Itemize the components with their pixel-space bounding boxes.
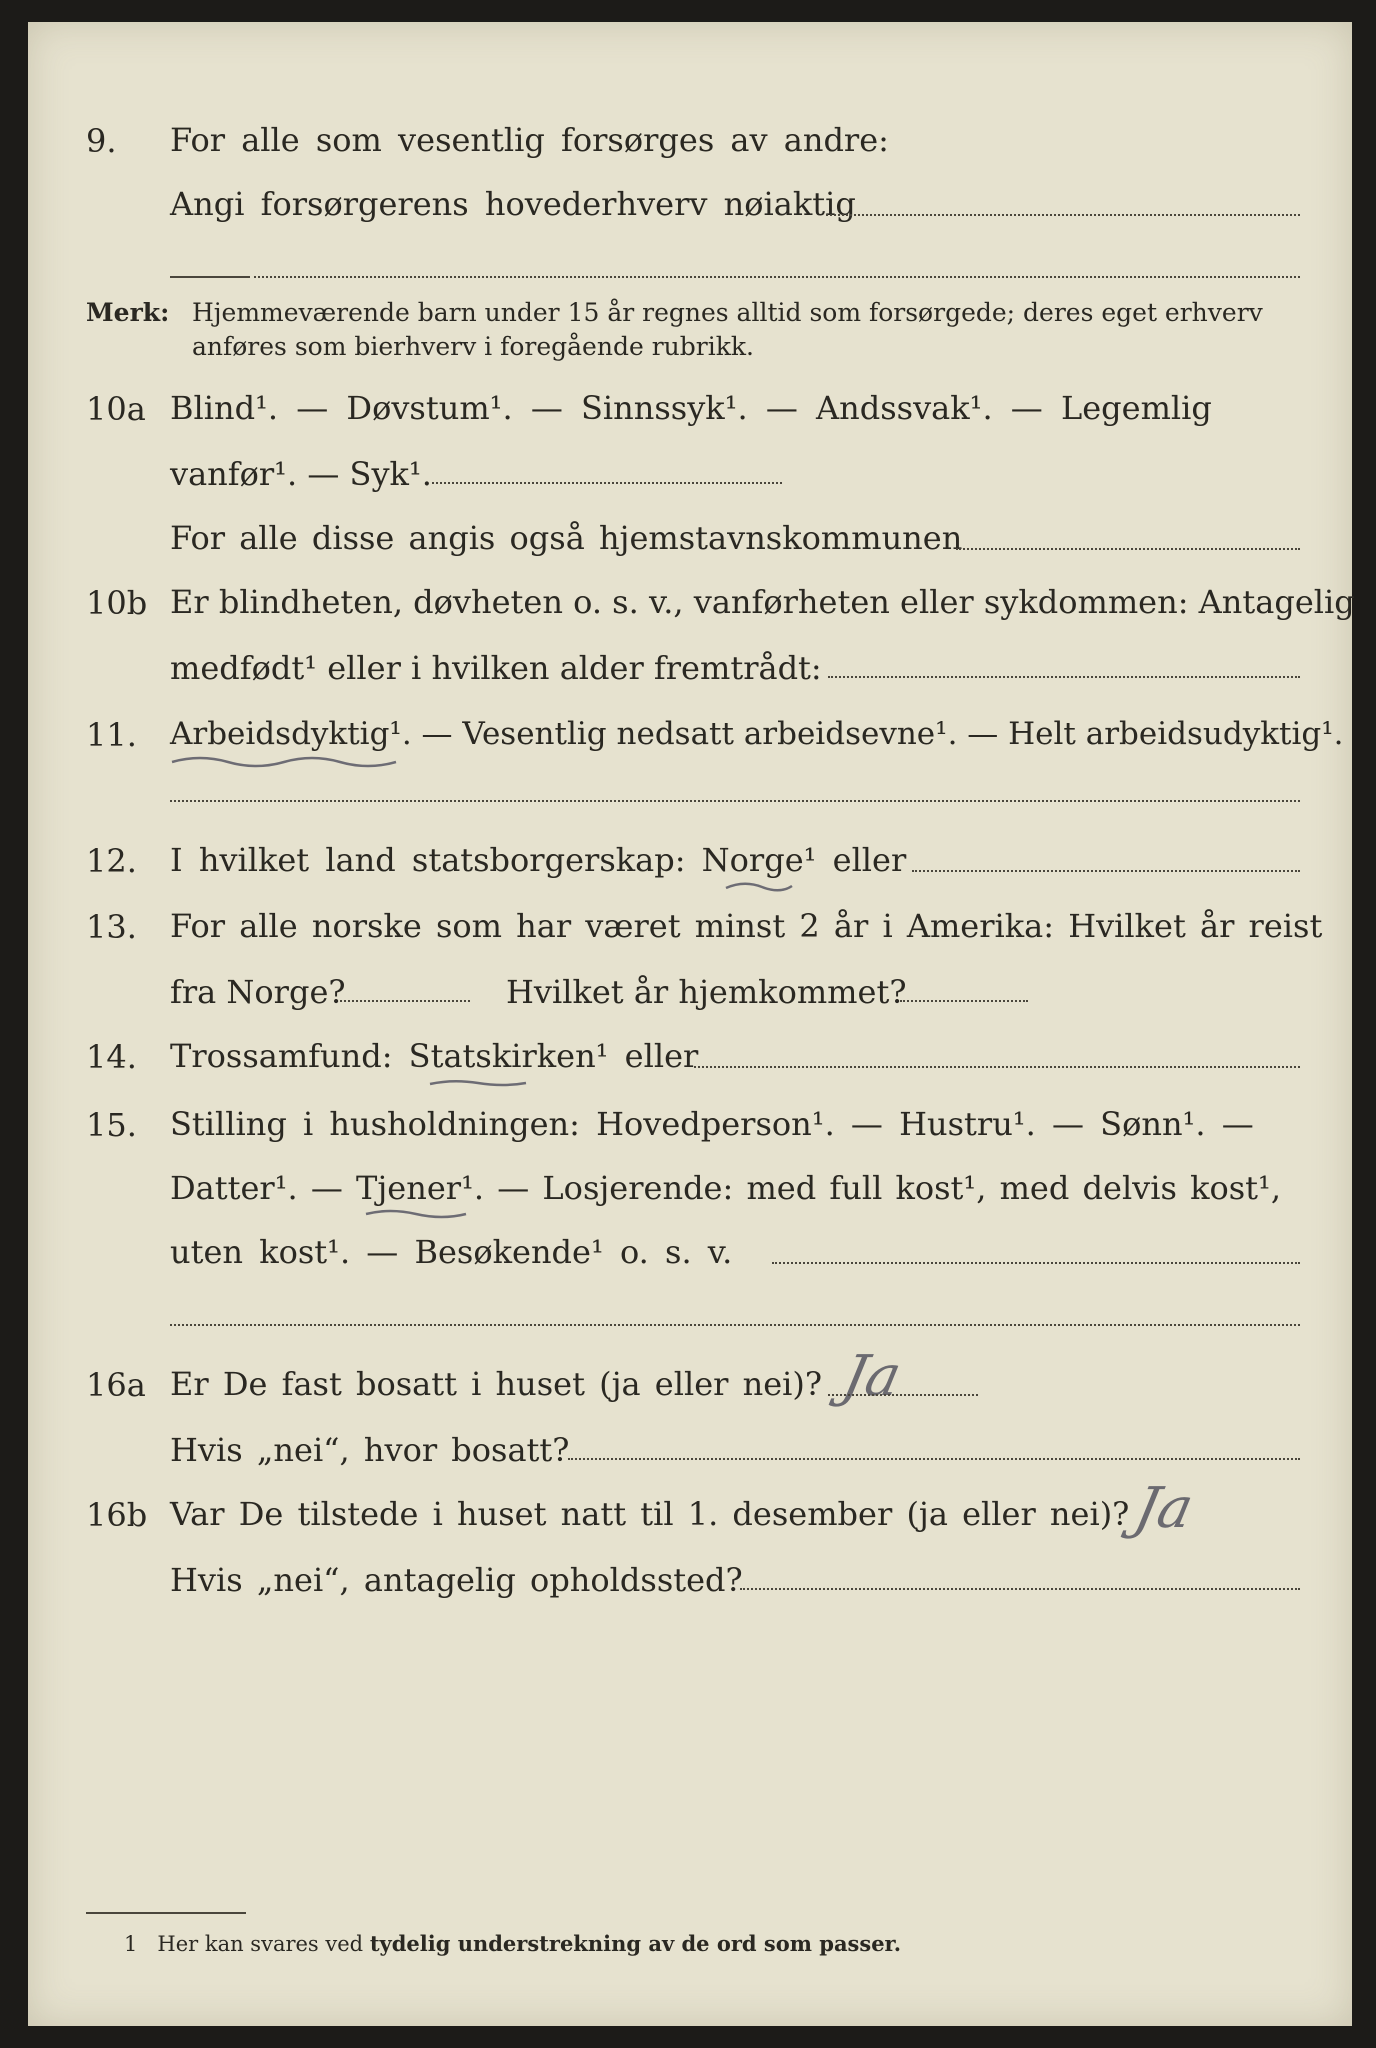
q14-handwritten-underline	[428, 1076, 528, 1090]
footnote-rule	[86, 1912, 246, 1914]
q10a-hjemstavn-answer-line[interactable]	[956, 548, 1300, 550]
q15-line3: uten kost¹. — Besøkende¹ o. s. v.	[170, 1233, 733, 1271]
q11-number: 11.	[86, 716, 137, 754]
q9-answer-line-2[interactable]	[254, 276, 1300, 278]
q12-number: 12.	[86, 842, 137, 880]
q13-reist-answer-line[interactable]	[340, 1000, 470, 1002]
q10a-syk-answer-line[interactable]	[432, 482, 782, 484]
q10b-answer-line[interactable]	[828, 676, 1300, 678]
q10a-line1: Blind¹. — Døvstum¹. — Sinnssyk¹. — Andssvak¹. — Legemlig	[170, 389, 1212, 427]
q10b-line2: medfødt¹ eller i hvilken alder fremtrådt:	[170, 649, 822, 687]
census-form-page	[28, 22, 1355, 2026]
q11-answer-line[interactable]	[170, 800, 1300, 802]
q15-number: 15.	[86, 1106, 137, 1144]
q13-number: 13.	[86, 908, 137, 946]
q15-line2: Datter¹. — Tjener¹. — Losjerende: med full kost¹, med delvis kost¹,	[170, 1169, 1282, 1207]
q15-line1: Stilling i husholdningen: Hovedperson¹. — Hustru¹. — Sønn¹. —	[170, 1105, 1254, 1143]
q9-short-rule	[170, 276, 250, 278]
q15-answer-line[interactable]	[772, 1262, 1300, 1264]
q16b-opholdssted-answer-line[interactable]	[740, 1588, 1300, 1590]
q16a-number: 16a	[86, 1366, 146, 1404]
q13-hjemkommet-answer-line[interactable]	[900, 1000, 1028, 1002]
q16a-bosatt-answer-line[interactable]	[568, 1458, 1300, 1460]
footnote-text-b: tydelig understrekning av de ord som passer.	[369, 1931, 902, 1956]
q13-line2b: Hvilket år hjemkommet?	[506, 973, 907, 1011]
q10a-number: 10a	[86, 390, 146, 428]
q12-handwritten-underline	[724, 878, 794, 894]
q13-line1: For alle norske som har været minst 2 år i Amerika: Hvilket år reist	[170, 907, 1323, 945]
q16b-line1: Var De tilstede i huset natt til 1. desember (ja eller nei)?	[170, 1495, 1130, 1533]
q9-number: 9.	[86, 122, 117, 160]
q16a-answer-line[interactable]	[828, 1394, 978, 1396]
q10b-line1: Er blindheten, døvheten o. s. v., vanførheten eller sykdommen: Antagelig	[170, 583, 1355, 621]
merk-line2: anføres som bierhverv i foregående rubrikk.	[192, 332, 754, 361]
q12-line1: I hvilket land statsborgerskap: Norge¹ eller	[170, 841, 907, 879]
merk-label: Merk:	[86, 298, 170, 327]
q11-line1: Arbeidsdyktig¹. — Vesentlig nedsatt arbeidsevne¹. — Helt arbeidsudyktig¹.	[170, 716, 1344, 752]
q16a-line1: Er De fast bosatt i huset (ja eller nei)?	[170, 1365, 823, 1403]
q16a-handwritten-answer: Ja	[837, 1344, 907, 1409]
q11-handwritten-underline	[170, 752, 400, 772]
q16b-line2: Hvis „nei“, antagelig opholdssted?	[170, 1561, 743, 1599]
q16b-number: 16b	[86, 1496, 148, 1534]
q16a-line2: Hvis „nei“, hvor bosatt?	[170, 1431, 570, 1469]
q9-answer-line[interactable]	[826, 214, 1300, 216]
q16b-handwritten-answer: Ja	[1129, 1476, 1199, 1541]
q10a-line3: For alle disse angis også hjemstavnskommunen	[170, 519, 963, 557]
merk-line1: Hjemmeværende barn under 15 år regnes alltid som forsørgede; deres eget erhverv	[192, 298, 1263, 327]
q13-line2a: fra Norge?	[170, 973, 346, 1011]
footnote-text-a: Her kan svares ved	[157, 1932, 364, 1956]
q15-answer-line-2[interactable]	[170, 1324, 1300, 1326]
footnote-mark: 1	[124, 1932, 138, 1956]
q12-answer-line[interactable]	[912, 870, 1300, 872]
q14-answer-line[interactable]	[694, 1066, 1300, 1068]
q10a-line2: vanfør¹. — Syk¹.	[170, 455, 432, 493]
q15-handwritten-underline	[364, 1206, 468, 1222]
q14-line1: Trossamfund: Statskirken¹ eller	[170, 1037, 699, 1075]
footnote	[124, 1926, 901, 1962]
q14-number: 14.	[86, 1038, 137, 1076]
q9-line2: Angi forsørgerens hovederhverv nøiaktig	[170, 185, 856, 223]
q10b-number: 10b	[86, 584, 148, 622]
q9-line1: For alle som vesentlig forsørges av andre:	[170, 121, 889, 159]
